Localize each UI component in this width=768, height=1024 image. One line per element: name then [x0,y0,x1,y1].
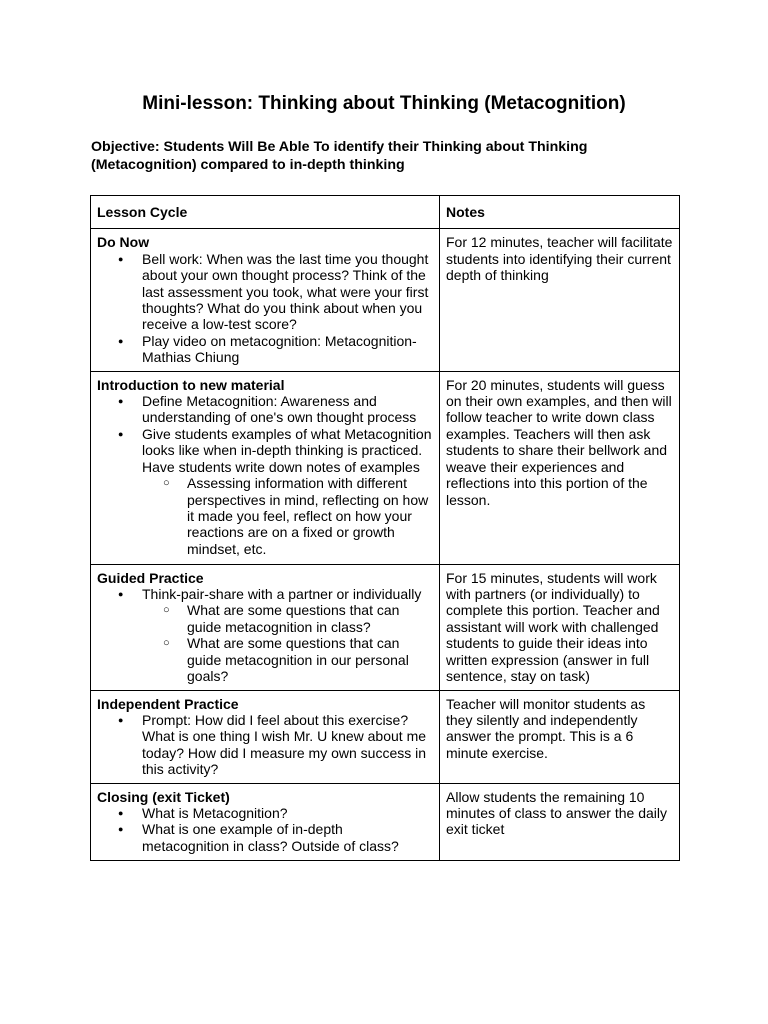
section-title: Independent Practice [97,695,239,712]
section-title: Do Now [97,234,150,251]
notes-cell [440,229,680,371]
bullet-item-text: Give students examples of what Metacognition looks like when in-depth thinking is practiced. Have students write down notes of examples [142,425,432,475]
bullet-item: ● Prompt: How did I feel about this exercise? What is one thing I wish Mr. U knew about me today? How did I measure my own success in this activity? [97,712,433,778]
table-header-row [91,196,680,229]
table-row-do-now [91,229,680,371]
notes-text: Teacher will monitor students as they silently and independently answer the prompt. This is a 6 minute exercise. [446,695,646,761]
lesson-cycle-cell [91,690,440,783]
bullet-list [97,393,433,557]
bullet-item: ● What is Metacognition? [97,805,433,821]
notes-cell [440,564,680,690]
bullet-item: ● Define Metacognition: Awareness and understanding of one's own thought process [97,393,433,426]
notes-text: For 12 minutes, teacher will facilitate students into identifying their current depth of thinking [446,234,673,284]
page-title: Mini-lesson: Thinking about Thinking (Metacognition) [142,93,626,114]
table-row-introduction [91,371,680,564]
notes-text: Allow students the remaining 10 minutes of class to answer the daily exit ticket [446,788,667,838]
notes-text: For 15 minutes, students will work with partners (or individually) to complete this portion. Teacher and assistant will work with challenged students to guide their ideas into written expression (answer in full sentence, stay on task) [446,569,660,685]
bullet-item [97,426,433,557]
sub-bullet-item: ○ Assessing information with different perspectives in mind, reflecting on how it made you feel, reflect on how your reactions are on a fixed or growth mindset, etc. [142,475,433,557]
bullet-item: ● Bell work: When was the last time you thought about your own thought process? Think of the last assessment you took, what were your first thoughts? What do you think about when you receive a low-test score? [97,251,433,333]
section-title: Introduction to new material [97,376,285,393]
table-row-closing [91,783,680,860]
header-lesson-cycle: Lesson Cycle [91,196,440,229]
section-title: Closing (exit Ticket) [97,788,230,805]
lesson-cycle-cell [91,783,440,860]
sub-bullet-item: ○ What are some questions that can guide metacognition in class? [142,602,433,635]
bullet-item: ● What is one example of in-depth metacognition in class? Outside of class? [97,821,433,854]
table-row-independent-practice [91,690,680,783]
sub-bullet-list [142,602,433,684]
section-title: Guided Practice [97,569,204,586]
objective-text: Objective: Students Will Be Able To identify their Thinking about Thinking (Metacognition) compared to in-depth thinking [91,139,588,173]
sub-bullet-item: ○ What are some questions that can guide metacognition in our personal goals? [142,635,433,684]
bullet-list [97,805,433,854]
bullet-list [97,586,433,684]
notes-cell [440,690,680,783]
header-notes: Notes [440,196,680,229]
table-row-guided-practice [91,564,680,690]
notes-cell [440,371,680,564]
bullet-item-text: Think-pair-share with a partner or individually [142,586,422,603]
bullet-item: ● Play video on metacognition: Metacognition- Mathias Chiung [97,333,433,366]
lesson-plan-table [90,195,680,861]
notes-text: For 20 minutes, students will guess on their own examples, and then will follow teacher to write down class examples. Teachers will then ask students to share their bellwork and weave their experiences and reflections into this portion of the lesson. [446,376,672,508]
sub-bullet-list [142,475,433,557]
lesson-cycle-cell [91,229,440,371]
bullet-list [97,251,433,366]
bullet-item [97,586,433,684]
bullet-list [97,712,433,778]
lesson-cycle-cell [91,564,440,690]
lesson-cycle-cell [91,371,440,564]
notes-cell [440,783,680,860]
